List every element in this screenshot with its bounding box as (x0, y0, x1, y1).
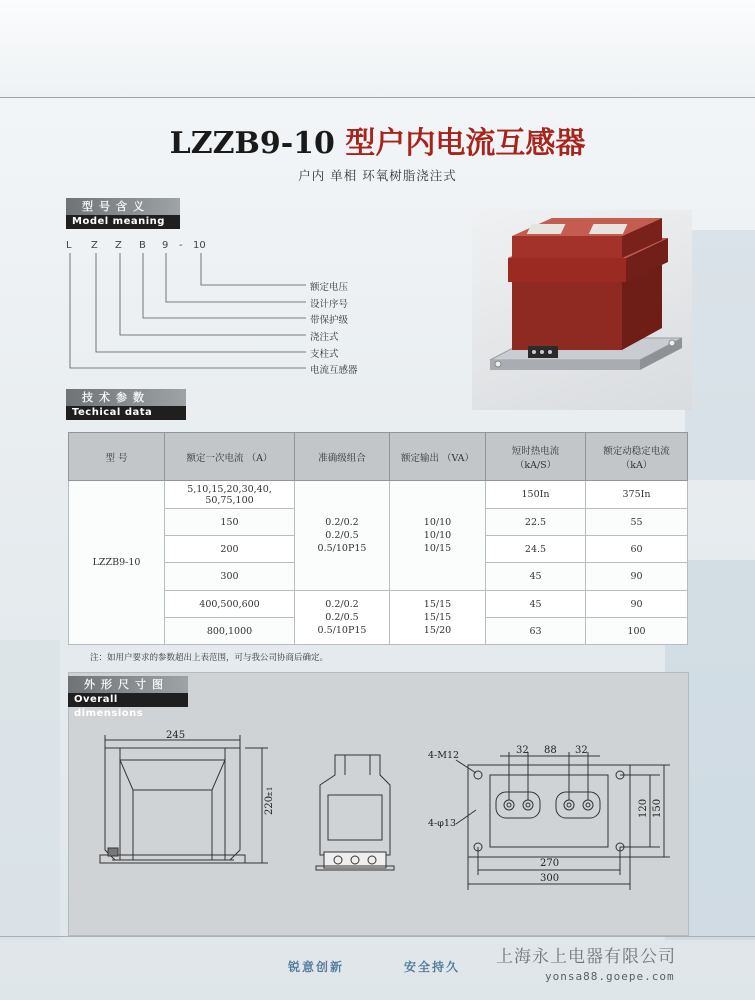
footer-divider (0, 936, 755, 937)
title-name: 型户内电流互感器 (345, 126, 586, 161)
code-letter: - (179, 240, 183, 251)
table-cell: 45 (486, 591, 586, 618)
table-cell: 90 (586, 563, 688, 591)
dim-label: 245 (166, 730, 186, 741)
table-header-cell: 型 号 (69, 433, 165, 481)
table-header-cell: 额定输出 （VA） (390, 433, 486, 481)
code-letter: 10 (193, 240, 206, 251)
company-website: yonsa88.goepe.com (545, 970, 675, 983)
dim-label: 32 (575, 745, 588, 756)
front-view-drawing (100, 735, 268, 863)
table-cell: 5,10,15,20,30,40, 50,75,100 (165, 481, 295, 509)
model-cell: LZZB9-10 (69, 481, 165, 645)
table-cell: 24.5 (486, 536, 586, 563)
code-letter: Z (115, 240, 122, 251)
table-cell: 300 (165, 563, 295, 591)
table-cell: 55 (586, 509, 688, 536)
meaning-label: 额定电压 (310, 282, 349, 293)
dim-label: 220 (264, 795, 275, 815)
code-letter: Z (91, 240, 98, 251)
code-letter: 9 (162, 240, 169, 251)
table-header-cell: 短时热电流 （kA/S） (486, 433, 586, 481)
table-cell: 63 (486, 618, 586, 645)
code-letter: L (66, 240, 72, 251)
meaning-label: 浇注式 (310, 332, 339, 343)
section-header-cn: 技术参数 (66, 389, 186, 406)
page-subtitle: 户内 单相 环氧树脂浇注式 (298, 168, 457, 183)
bottom-view-drawing (456, 752, 670, 890)
table-cell: 400,500,600 (165, 591, 295, 618)
dim-label: 300 (540, 873, 560, 884)
table-cell: 22.5 (486, 509, 586, 536)
table-note: 注：如用户要求的参数超出上表范围，可与我公司协商后确定。 (90, 653, 329, 663)
dim-label: 120 (638, 798, 649, 818)
dim-label: 32 (516, 745, 529, 756)
meaning-label: 支柱式 (310, 349, 339, 360)
dim-label: 4-M12 (428, 750, 460, 761)
slogan: 安全持久 (404, 960, 461, 974)
section-header-en: Model meaning (66, 215, 180, 229)
table-cell: 150In (486, 481, 586, 509)
table-header-cell: 额定一次电流 （A） (165, 433, 295, 481)
table-cell: 60 (586, 536, 688, 563)
table-cell: 15/15 15/15 15/20 (390, 591, 486, 645)
meaning-label: 设计序号 (310, 299, 349, 310)
meaning-label: 电流互感器 (310, 365, 358, 376)
table-cell: 375In (586, 481, 688, 509)
table-cell: 200 (165, 536, 295, 563)
meaning-label: 带保护级 (310, 315, 349, 326)
section-header-en: Techical data (66, 406, 186, 420)
title-model: LZZB9-10 (169, 126, 335, 161)
table-cell: 45 (486, 563, 586, 591)
table-cell: 0.2/0.2 0.2/0.5 0.5/10P15 (295, 481, 390, 591)
dim-label: 150 (652, 798, 663, 818)
side-view-drawing (316, 755, 394, 870)
table-header-cell: 准确级组合 (295, 433, 390, 481)
slogan: 锐意创新 (288, 960, 345, 974)
section-header-en: Overall dimensions (68, 693, 188, 707)
table-cell: 0.2/0.2 0.2/0.5 0.5/10P15 (295, 591, 390, 645)
dim-label: 270 (540, 858, 560, 869)
dim-label: ±1 (266, 786, 274, 797)
section-header-cn: 型号含义 (66, 198, 180, 215)
dim-label: 4-φ13 (428, 818, 456, 829)
company-name: 上海永上电器有限公司 (496, 947, 676, 967)
code-letter: B (139, 240, 146, 251)
table-cell: 800,1000 (165, 618, 295, 645)
section-header-cn: 外形尺寸图 (68, 676, 188, 693)
table-header-cell: 额定动稳定电流 （kA） (586, 433, 688, 481)
table-cell: 100 (586, 618, 688, 645)
table-cell: 10/10 10/10 10/15 (390, 481, 486, 591)
table-cell: 150 (165, 509, 295, 536)
dim-label: 88 (544, 745, 557, 756)
table-cell: 90 (586, 591, 688, 618)
